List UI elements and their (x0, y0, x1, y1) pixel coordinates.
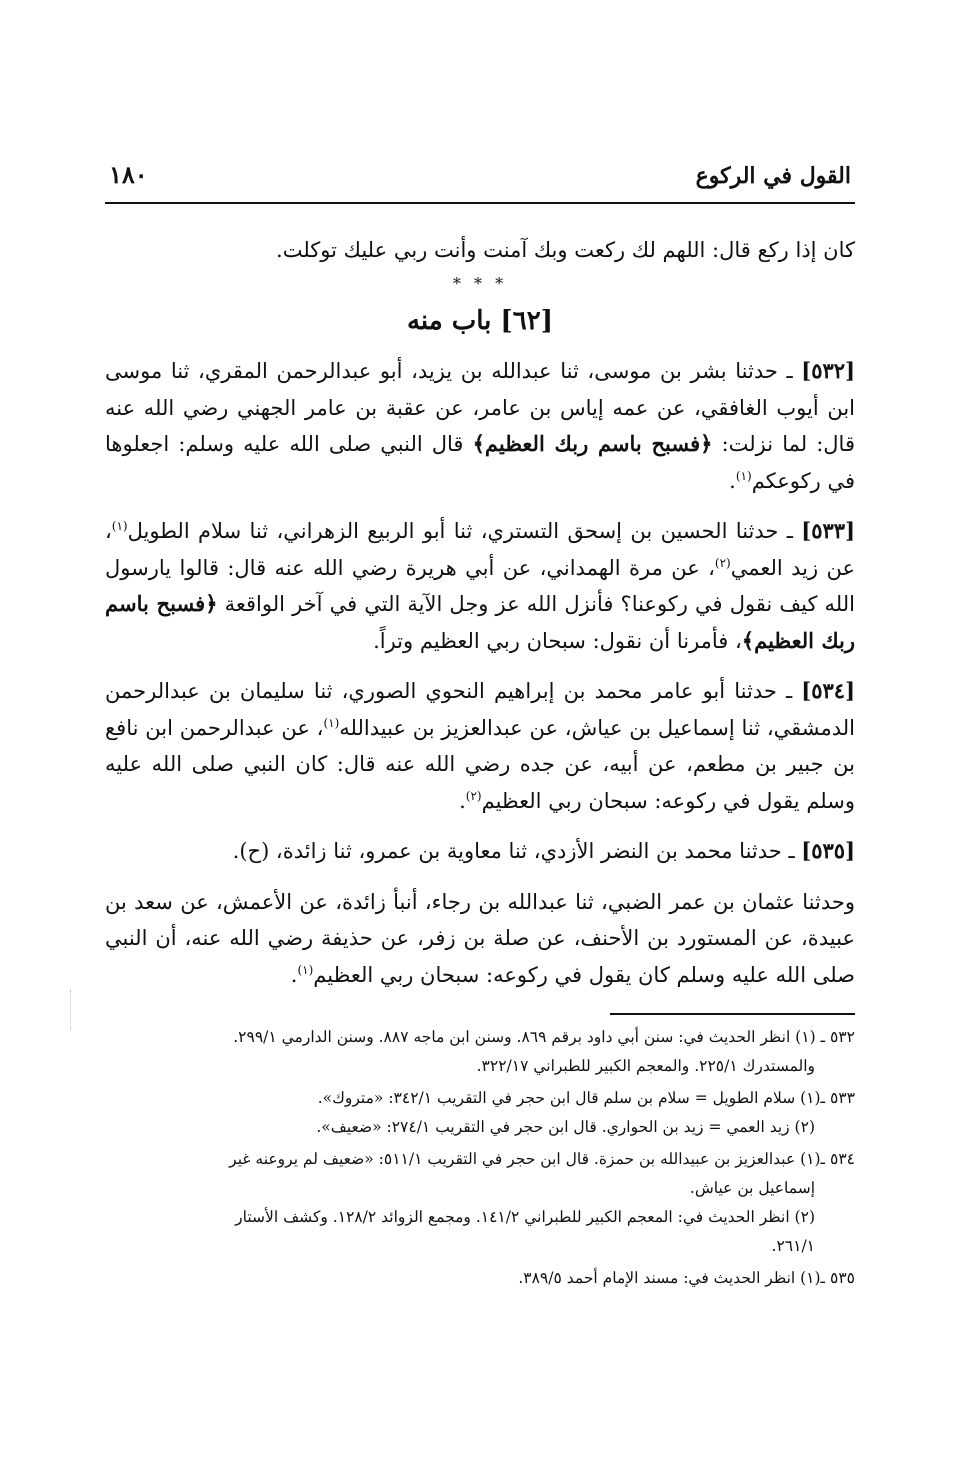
footnote-line: ٥٣٢ ـ (١) انظر الحديث في: سنن أبي داود برقم ٨٦٩. وسنن ابن ماجه ٨٨٧. وسنن الدارمي ٢٩٩/١. (233, 1028, 855, 1046)
footnote-rule (610, 1013, 855, 1015)
hadith-number: [٥٣٢] (801, 358, 855, 383)
footnote-marker[interactable]: (١) (111, 519, 128, 533)
text-run: ، عن مرة الهمداني، عن أبي هريرة رضي الله عنه قال: قالوا يارسول الله كيف نقول في ركوعنا؟ فأنزل الله عز وجل الآية التي في آخر الواقعة (105, 555, 855, 616)
footnote-group (105, 1084, 855, 1142)
footnote-line-indented: (٢) انظر الحديث في: المعجم الكبير للطبراني ١٤١/٢. ومجمع الزوائد ١٢٨/٢. وكشف الأستار (235, 1208, 815, 1226)
text-run: ، فأمرنا أن نقول: سبحان ربي العظيم وتراً. (373, 628, 742, 653)
hadith-paragraph (105, 513, 855, 659)
hadith-number: [٥٣٥] (801, 838, 855, 863)
running-header (105, 160, 855, 204)
text-run: ـ حدثنا بشر بن موسى، ثنا عبدالله بن يزيد، أبو عبدالرحمن المقري، ثنا موسى ابن أيوب الغافقي، عن عمه إياس بن عامر، عن عقبة بن عامر الجهني رضي الله عنه قال: لما نزلت: (105, 359, 855, 456)
hadith-number: [٥٣٣] (801, 518, 855, 543)
footnote-marker[interactable]: (٢) (465, 788, 482, 803)
footnote-line-indented: (٢) زيد العمي = زيد بن الحواري. قال ابن حجر في التقريب ٢٧٤/١: «ضعيف». (316, 1118, 815, 1136)
hadith-list (105, 353, 855, 870)
footnote-line: ٥٣٣ ـ(١) سلام الطويل = سلام بن سلم قال ابن حجر في التقريب ٣٤٢/١: «متروك». (317, 1089, 855, 1107)
footnote-marker[interactable]: (٢) (714, 555, 731, 570)
text-run: ـ حدثنا أبو عامر محمد بن إبراهيم النحوي الصوري، ثنا سليمان بن عبدالرحمن الدمشقي، ثنا إسماعيل بن عياش، عن عبدالعزيز بن عبيدالله (105, 679, 856, 740)
intro-line: كان إذا ركع قال: اللهم لك ركعت وبك آمنت وأنت ربي عليك توكلت. (276, 238, 855, 262)
hadith-paragraph (105, 353, 855, 499)
text-run: . (459, 788, 466, 813)
footnote-group (105, 1264, 855, 1293)
text-run: . (729, 468, 736, 493)
footnote-marker[interactable]: (١) (735, 468, 752, 483)
footnote-group (105, 1145, 855, 1261)
quran-quote: ﴿فسبح باسم ربك العظيم﴾ (105, 591, 855, 653)
page-number: ١٨٠ (109, 160, 148, 189)
text-run: قال النبي صلى الله عليه وسلم: اجعلوها في ركوعكم (105, 432, 855, 493)
quran-quote: ﴿فسبح باسم ربك العظيم﴾ (472, 431, 713, 456)
book-page (105, 160, 855, 1296)
hadith-paragraph (105, 673, 855, 819)
margin-mark (70, 990, 72, 1030)
text-run: ـ حدثنا محمد بن النضر الأزدي، ثنا معاوية بن عمرو، ثنا زائدة، (ح). (232, 839, 802, 863)
text-run: . (290, 962, 298, 987)
text-run: ـ حدثنا الحسين بن إسحق التستري، ثنا أبو الربيع الزهراني، ثنا سلام الطويل (127, 519, 802, 543)
footnote-marker[interactable]: (١) (323, 715, 340, 730)
footnote-line-indented: إسماعيل بن عياش. (689, 1179, 815, 1197)
footnote-line-indented: والمستدرك ٢٢٥/١. والمعجم الكبير للطبراني ٣٢٢/١٧. (476, 1057, 815, 1075)
running-title: القول في الركوع (695, 163, 851, 189)
text-run: ، عن زيد العمي (105, 519, 855, 580)
main-text (105, 232, 855, 993)
footnote-group (105, 1023, 855, 1081)
hadith-number: [٥٣٤] (801, 678, 855, 703)
footnote-marker[interactable]: (١) (297, 962, 314, 977)
text-run: وحدثنا عثمان بن عمر الضبي، ثنا عبدالله بن رجاء، أنبأ زائدة، عن الأعمش، عن سعد بن عبيدة، عن المستورد بن الأحنف، عن صلة بن زفر، عن حذيفة رضي الله عنه، أن النبي صلى الله عليه وسلم كان يقول في ركوعه: سبحان ربي العظيم (105, 889, 855, 987)
footnotes (105, 1023, 855, 1293)
footnote-line-indented: ٢٦١/١. (771, 1237, 815, 1255)
footnote-line: ٥٣٥ ـ(١) انظر الحديث في: مسند الإمام أحمد ٣٨٩/٥. (518, 1269, 855, 1287)
hadith-paragraph (105, 833, 855, 870)
section-separator: * * * (452, 273, 508, 293)
text-run: ، عن عبدالرحمن ابن نافع بن جبير بن مطعم، عن أبيه، عن جده رضي الله عنه قال: كان النبي صلى الله عليه وسلم يقول في ركوعه: سبحان ربي العظيم (105, 715, 855, 813)
hadith-continuation (105, 884, 855, 994)
footnote-line: ٥٣٤ ـ(١) عبدالعزيز بن عبيدالله بن حمزة. قال ابن حجر في التقريب ٥١١/١: «ضعيف لم يروعنه غير (229, 1150, 855, 1168)
chapter-heading: [٦٢] باب منه (406, 305, 553, 336)
